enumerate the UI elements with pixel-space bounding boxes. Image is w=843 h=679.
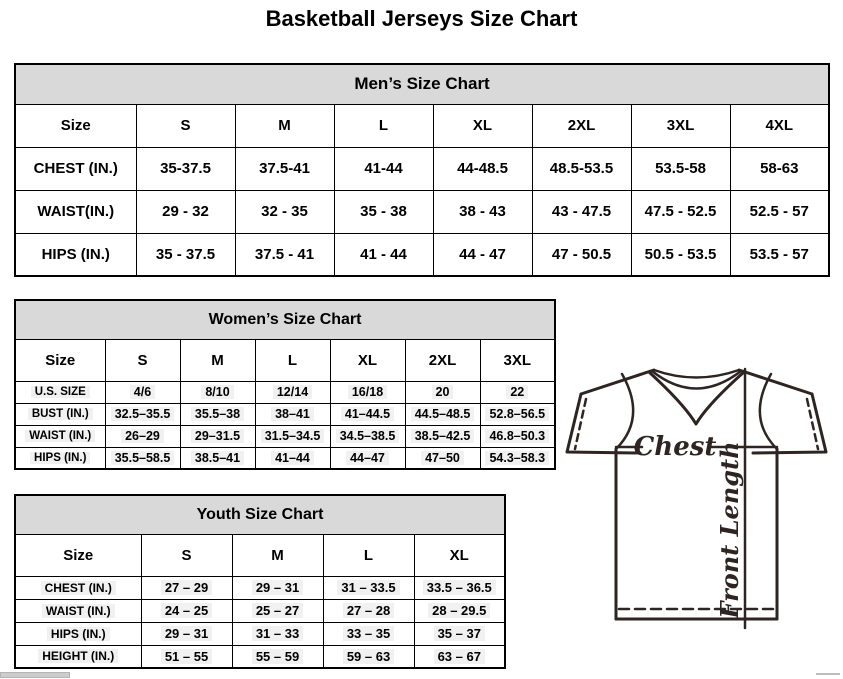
- table-cell: 35 – 37: [414, 622, 505, 645]
- table-cell: 20: [405, 381, 480, 403]
- mens-table-title: Men’s Size Chart: [15, 64, 829, 104]
- table-cell: 16/18: [330, 381, 405, 403]
- column-header: 3XL: [631, 104, 730, 147]
- womens-size-table: [14, 299, 556, 470]
- column-header: M: [232, 534, 323, 576]
- column-header: Size: [15, 339, 105, 381]
- table-row: [15, 233, 829, 276]
- table-cell: 32.5–35.5: [105, 403, 180, 425]
- column-header: L: [334, 104, 433, 147]
- table-cell: 37.5 - 41: [235, 233, 334, 276]
- column-header: S: [105, 339, 180, 381]
- page-title: Basketball Jerseys Size Chart: [265, 6, 578, 31]
- column-header: M: [235, 104, 334, 147]
- table-cell: 58-63: [730, 147, 829, 190]
- table-cell: 44–47: [330, 447, 405, 469]
- row-label: WAIST(IN.): [15, 190, 136, 233]
- table-cell: 31.5–34.5: [255, 425, 330, 447]
- jersey-sleeve-left-body-seam: [616, 374, 633, 449]
- jersey-sleeve-left: [567, 394, 640, 453]
- table-cell: 35.5–58.5: [105, 447, 180, 469]
- table-cell: 50.5 - 53.5: [631, 233, 730, 276]
- table-cell: 22: [480, 381, 555, 403]
- table-cell: 31 – 33.5: [323, 576, 414, 599]
- table-cell: 37.5-41: [235, 147, 334, 190]
- row-label: U.S. SIZE: [15, 381, 105, 403]
- table-row: [15, 622, 505, 645]
- table-header-row: [15, 534, 505, 576]
- row-label: WAIST (IN.): [15, 599, 141, 622]
- chest-label: Chest: [633, 432, 717, 462]
- table-cell: 31 – 33: [232, 622, 323, 645]
- table-cell: 34.5–38.5: [330, 425, 405, 447]
- table-cell: 41 - 44: [334, 233, 433, 276]
- column-header: Size: [15, 104, 136, 147]
- jersey-shoulder-left: [581, 370, 654, 394]
- youth-table-title: Youth Size Chart: [15, 495, 505, 534]
- table-row: [15, 147, 829, 190]
- jersey-sleeve-right-body-seam: [760, 374, 777, 449]
- table-cell: 33.5 – 36.5: [414, 576, 505, 599]
- row-label: HIPS (IN.): [15, 447, 105, 469]
- table-cell: 59 – 63: [323, 645, 414, 668]
- table-cell: 38.5–42.5: [405, 425, 480, 447]
- table-cell: 25 – 27: [232, 599, 323, 622]
- jersey-collar-top-arc: [654, 370, 739, 378]
- table-cell: 35-37.5: [136, 147, 235, 190]
- front-length-label: Front Length: [715, 441, 744, 619]
- table-header-row: [15, 339, 555, 381]
- table-cell: 41–44: [255, 447, 330, 469]
- table-cell: 27 – 28: [323, 599, 414, 622]
- table-cell: 53.5-58: [631, 147, 730, 190]
- table-cell: 33 – 35: [323, 622, 414, 645]
- table-cell: 35 - 38: [334, 190, 433, 233]
- table-cell: 29 – 31: [141, 622, 232, 645]
- table-cell: 29–31.5: [180, 425, 255, 447]
- table-cell: 29 – 31: [232, 576, 323, 599]
- table-cell: 38 - 43: [433, 190, 532, 233]
- column-header: XL: [330, 339, 405, 381]
- table-cell: 53.5 - 57: [730, 233, 829, 276]
- table-cell: 51 – 55: [141, 645, 232, 668]
- column-header: S: [136, 104, 235, 147]
- column-header: 4XL: [730, 104, 829, 147]
- table-row: [15, 645, 505, 668]
- jersey-measurement-diagram: [556, 360, 837, 672]
- table-cell: 27 – 29: [141, 576, 232, 599]
- mens-size-table: [14, 63, 830, 277]
- table-cell: 54.3–58.3: [480, 447, 555, 469]
- table-cell: 29 - 32: [136, 190, 235, 233]
- table-cell: 28 – 29.5: [414, 599, 505, 622]
- table-cell: 48.5-53.5: [532, 147, 631, 190]
- table-cell: 47–50: [405, 447, 480, 469]
- table-cell: 44.5–48.5: [405, 403, 480, 425]
- youth-size-table: [14, 494, 506, 669]
- table-row: [15, 425, 555, 447]
- column-header: Size: [15, 534, 141, 576]
- table-cell: 43 - 47.5: [532, 190, 631, 233]
- table-cell: 38.5–41: [180, 447, 255, 469]
- table-row: [15, 576, 505, 599]
- row-label: HEIGHT (IN.): [15, 645, 141, 668]
- table-row: [15, 381, 555, 403]
- table-cell: 38–41: [255, 403, 330, 425]
- table-cell: 26–29: [105, 425, 180, 447]
- table-cell: 52.5 - 57: [730, 190, 829, 233]
- table-cell: 47 - 50.5: [532, 233, 631, 276]
- womens-table-title: Women’s Size Chart: [15, 300, 555, 339]
- jersey-sleeve-right: [753, 394, 826, 453]
- row-label: CHEST (IN.): [15, 576, 141, 599]
- table-cell: 8/10: [180, 381, 255, 403]
- table-row: [15, 599, 505, 622]
- table-cell: 55 – 59: [232, 645, 323, 668]
- row-label: BUST (IN.): [15, 403, 105, 425]
- table-cell: 63 – 67: [414, 645, 505, 668]
- column-header: 3XL: [480, 339, 555, 381]
- table-cell: 47.5 - 52.5: [631, 190, 730, 233]
- column-header: 2XL: [405, 339, 480, 381]
- table-cell: 35 - 37.5: [136, 233, 235, 276]
- table-cell: 32 - 35: [235, 190, 334, 233]
- column-header: XL: [433, 104, 532, 147]
- row-label: CHEST (IN.): [15, 147, 136, 190]
- column-header: L: [323, 534, 414, 576]
- column-header: L: [255, 339, 330, 381]
- row-label: HIPS (IN.): [15, 233, 136, 276]
- table-cell: 41–44.5: [330, 403, 405, 425]
- table-cell: 35.5–38: [180, 403, 255, 425]
- horizontal-scrollbar-fragment: [816, 673, 840, 675]
- horizontal-scrollbar-thumb[interactable]: [0, 672, 70, 678]
- table-cell: 46.8–50.3: [480, 425, 555, 447]
- table-cell: 44 - 47: [433, 233, 532, 276]
- table-cell: 41-44: [334, 147, 433, 190]
- table-cell: 4/6: [105, 381, 180, 403]
- column-header: S: [141, 534, 232, 576]
- table-cell: 24 – 25: [141, 599, 232, 622]
- table-row: [15, 447, 555, 469]
- row-label: HIPS (IN.): [15, 622, 141, 645]
- table-header-row: [15, 104, 829, 147]
- column-header: XL: [414, 534, 505, 576]
- table-cell: 52.8–56.5: [480, 403, 555, 425]
- table-row: [15, 403, 555, 425]
- column-header: M: [180, 339, 255, 381]
- jersey-shoulder-right: [739, 370, 812, 394]
- row-label: WAIST (IN.): [15, 425, 105, 447]
- table-cell: 44-48.5: [433, 147, 532, 190]
- column-header: 2XL: [532, 104, 631, 147]
- table-row: [15, 190, 829, 233]
- table-cell: 12/14: [255, 381, 330, 403]
